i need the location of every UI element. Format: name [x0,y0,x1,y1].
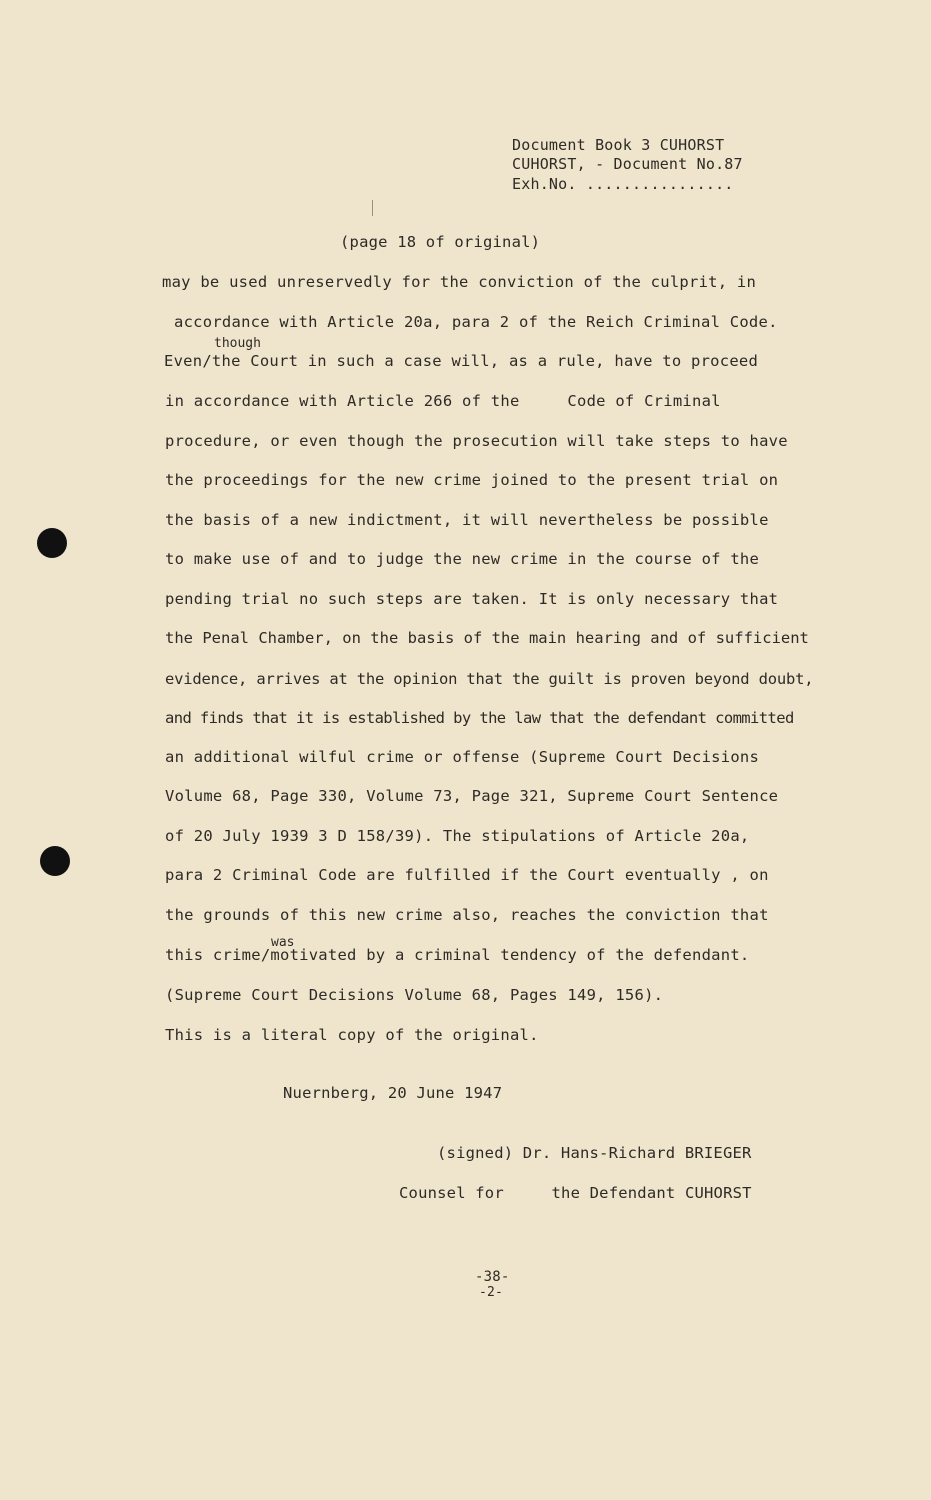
punch-hole-upper [37,528,67,558]
place-and-date: Nuernberg, 20 June 1947 [283,1084,503,1102]
body-line-14: Volume 68, Page 330, Volume 73, Page 321, Supreme Court Sentence [165,787,779,805]
signature-line: (signed) Dr. Hans-Richard BRIEGER [437,1144,752,1162]
page-number-primary: -38- [475,1269,510,1285]
body-line-20: This is a literal copy of the original. [165,1026,539,1044]
body-line-1: may be used unreservedly for the conviction of the culprit, in [162,273,757,291]
body-line-8: to make use of and to judge the new crime in the course of the [165,550,760,568]
body-line-19: (Supreme Court Decisions Volume 68, Pages 149, 156). [165,986,664,1004]
body-line-4: in accordance with Article 266 of the Code of Criminal [165,392,721,410]
body-line-17: the grounds of this new crime also, reaches the conviction that [165,906,769,924]
page-of-original-note: (page 18 of original) [340,233,541,251]
body-line-9: pending trial no such steps are taken. It is only necessary that [165,590,779,608]
body-line-18: this crime/motivated by a criminal tendency of the defendant. [165,946,750,964]
body-line-6: the proceedings for the new crime joined to the present trial on [165,471,779,489]
body-line-12: and finds that it is established by the law that the defendant committed [165,709,794,727]
body-line-15: of 20 July 1939 3 D 158/39). The stipulations of Article 20a, [165,827,750,845]
header-doc-book: Document Book 3 CUHORST [512,136,725,154]
body-line-5: procedure, or even though the prosecution will take steps to have [165,432,788,450]
interlinear-insertion-was: was [271,935,295,950]
body-line-7: the basis of a new indictment, it will nevertheless be possible [165,511,769,529]
interlinear-insertion-though: though [214,336,261,351]
header-exhibit-number: Exh.No. ................ [512,175,734,193]
header-doc-number: CUHORST, - Document No.87 [512,155,743,173]
punch-hole-lower [40,846,70,876]
body-line-10: the Penal Chamber, on the basis of the main hearing and of sufficient [165,629,809,647]
body-line-3: Even/the Court in such a case will, as a rule, have to proceed [164,352,759,370]
body-line-16: para 2 Criminal Code are fulfilled if the Court eventually , on [165,866,769,884]
body-line-2: accordance with Article 20a, para 2 of the Reich Criminal Code. [174,313,778,331]
body-line-13: an additional wilful crime or offense (Supreme Court Decisions [165,748,760,766]
counsel-line: Counsel for the Defendant CUHORST [399,1184,752,1202]
page-number-secondary: -2- [479,1285,504,1300]
pencil-mark [372,200,373,216]
body-line-11: evidence, arrives at the opinion that the guilt is proven beyond doubt, [165,670,814,688]
